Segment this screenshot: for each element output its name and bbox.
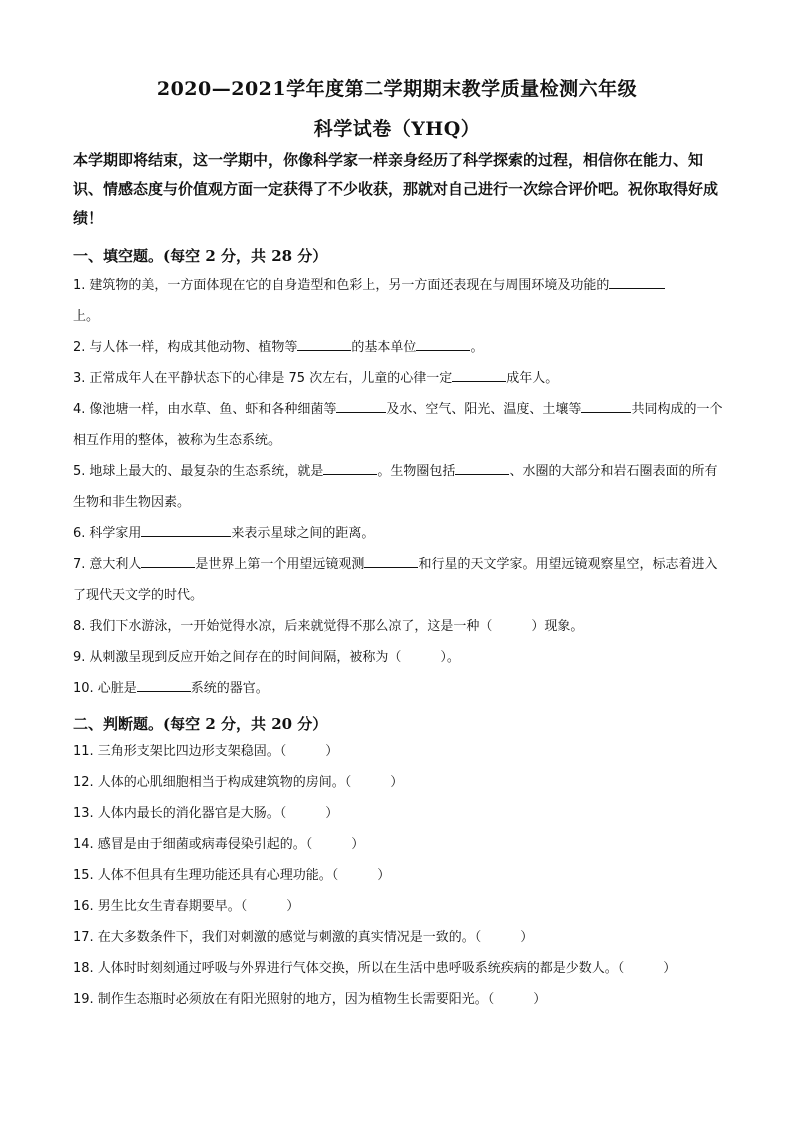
answer-blank[interactable] bbox=[297, 336, 351, 351]
question-number: 15. bbox=[73, 868, 94, 883]
question-number: 11. bbox=[73, 744, 94, 759]
question-8 bbox=[73, 611, 723, 642]
question-4 bbox=[73, 394, 723, 456]
question-2 bbox=[73, 332, 723, 363]
question-text: 在大多数条件下，我们对刺激的感觉与刺激的真实情况是一致的。（ ） bbox=[97, 930, 534, 945]
question-14 bbox=[73, 829, 723, 860]
question-text: 从刺激呈现到反应开始之间存在的时间间隔，被称为（ ）。 bbox=[89, 650, 460, 665]
question-text: 人体的心肌细胞相当于构成建筑物的房间。（ ） bbox=[97, 775, 404, 790]
question-text: 。 bbox=[470, 340, 484, 355]
answer-blank[interactable] bbox=[141, 522, 231, 537]
exam-title-line1: 2020—2021学年度第二学期期末教学质量检测六年级 bbox=[156, 78, 638, 100]
question-text: 我们下水游泳，一开始觉得水凉，后来就觉得不那么凉了，这是一种（ ）现象。 bbox=[89, 619, 584, 634]
question-6 bbox=[73, 518, 723, 549]
section-heading-fill-in: 一、填空题。(每空 2 分，共 28 分） bbox=[73, 247, 328, 265]
question-number: 4. bbox=[73, 402, 86, 417]
question-text: 。生物圈包括 bbox=[377, 464, 456, 479]
answer-blank[interactable] bbox=[452, 367, 506, 382]
question-text: 像池塘一样，由水草、鱼、虾和各种细菌等 bbox=[89, 402, 337, 417]
answer-blank[interactable] bbox=[455, 460, 509, 475]
question-number: 14. bbox=[73, 837, 94, 852]
question-text: 共同构成的一个相互作用的整体，被称为生态系统。 bbox=[73, 402, 723, 448]
question-text: 是世界上第一个用望远镜观测 bbox=[195, 557, 365, 572]
question-number: 8. bbox=[73, 619, 86, 634]
question-text: 和行星的天文学家。用望远镜观察星空，标志着进入了现代天文学的时代。 bbox=[73, 557, 718, 603]
question-11 bbox=[73, 736, 723, 767]
answer-blank[interactable] bbox=[137, 677, 191, 692]
question-text: 建筑物的美，一方面体现在它的自身造型和色彩上，另一方面还表现在与周围环境及功能的 bbox=[89, 278, 610, 293]
question-text: 人体不但具有生理功能还具有心理功能。（ ） bbox=[97, 868, 391, 883]
intro-paragraph: 本学期即将结束，这一学期中，你像科学家一样亲身经历了科学探索的过程，相信你在能力、知识、情感态度与价值观方面一定获得了不少收获，那就对自己进行一次综合评价吧。祝你取得好成绩！ bbox=[73, 151, 719, 227]
question-1 bbox=[73, 270, 723, 332]
question-number: 6. bbox=[73, 526, 86, 541]
answer-blank[interactable] bbox=[609, 274, 665, 289]
question-text: 科学家用 bbox=[89, 526, 142, 541]
question-number: 12. bbox=[73, 775, 94, 790]
question-12 bbox=[73, 767, 723, 798]
question-number: 5. bbox=[73, 464, 86, 479]
question-17 bbox=[73, 922, 723, 953]
question-15 bbox=[73, 860, 723, 891]
question-text: 制作生态瓶时必须放在有阳光照射的地方，因为植物生长需要阳光。（ ） bbox=[97, 992, 547, 1007]
question-text: 上。 bbox=[73, 309, 100, 324]
question-number: 3. bbox=[73, 371, 86, 386]
question-number: 9. bbox=[73, 650, 86, 665]
answer-blank[interactable] bbox=[141, 553, 195, 568]
question-5 bbox=[73, 456, 723, 518]
question-text: 人体内最长的消化器官是大肠。（ ） bbox=[97, 806, 339, 821]
question-text: 、水圈的大部分和岩石圈表面的所有生物和非生物因素。 bbox=[73, 464, 718, 510]
exam-title-line2: 科学试卷（YHQ） bbox=[313, 118, 481, 140]
question-text: 人体时时刻刻通过呼吸与外界进行气体交换，所以在生活中患呼吸系统疾病的都是少数人。（ ） bbox=[97, 961, 677, 976]
question-number: 19. bbox=[73, 992, 94, 1007]
question-text: 意大利人 bbox=[89, 557, 142, 572]
section-heading-true-false: 二、判断题。(每空 2 分，共 20 分） bbox=[73, 715, 328, 733]
question-text: 与人体一样，构成其他动物、植物等 bbox=[89, 340, 298, 355]
answer-blank[interactable] bbox=[364, 553, 418, 568]
question-9 bbox=[73, 642, 723, 673]
question-text: 三角形支架比四边形支架稳固。（ ） bbox=[97, 744, 339, 759]
question-19 bbox=[73, 984, 723, 1015]
question-number: 17. bbox=[73, 930, 94, 945]
question-text: 来表示星球之间的距离。 bbox=[231, 526, 375, 541]
question-text: 感冒是由于细菌或病毒侵染引起的。（ ） bbox=[97, 837, 365, 852]
answer-blank[interactable] bbox=[416, 336, 470, 351]
answer-blank[interactable] bbox=[581, 398, 631, 413]
question-text: 系统的器官。 bbox=[190, 681, 269, 696]
question-text: 的基本单位 bbox=[351, 340, 417, 355]
question-7 bbox=[73, 549, 723, 611]
question-16 bbox=[73, 891, 723, 922]
question-3 bbox=[73, 363, 723, 394]
question-number: 13. bbox=[73, 806, 94, 821]
question-number: 1. bbox=[73, 278, 86, 293]
question-13 bbox=[73, 798, 723, 829]
question-number: 18. bbox=[73, 961, 94, 976]
question-text: 成年人。 bbox=[506, 371, 559, 386]
answer-blank[interactable] bbox=[323, 460, 377, 475]
question-number: 2. bbox=[73, 340, 86, 355]
question-10 bbox=[73, 673, 723, 704]
question-18 bbox=[73, 953, 723, 984]
question-text: 及水、空气、阳光、温度、土壤等 bbox=[386, 402, 582, 417]
question-text: 正常成年人在平静状态下的心律是 75 次左右，儿童的心律一定 bbox=[89, 371, 453, 386]
question-text: 地球上最大的、最复杂的生态系统，就是 bbox=[89, 464, 324, 479]
answer-blank[interactable] bbox=[336, 398, 386, 413]
question-number: 7. bbox=[73, 557, 86, 572]
question-text: 男生比女生青春期要早。（ ） bbox=[97, 899, 300, 914]
question-text: 心脏是 bbox=[97, 681, 137, 696]
question-number: 10. bbox=[73, 681, 94, 696]
question-number: 16. bbox=[73, 899, 94, 914]
